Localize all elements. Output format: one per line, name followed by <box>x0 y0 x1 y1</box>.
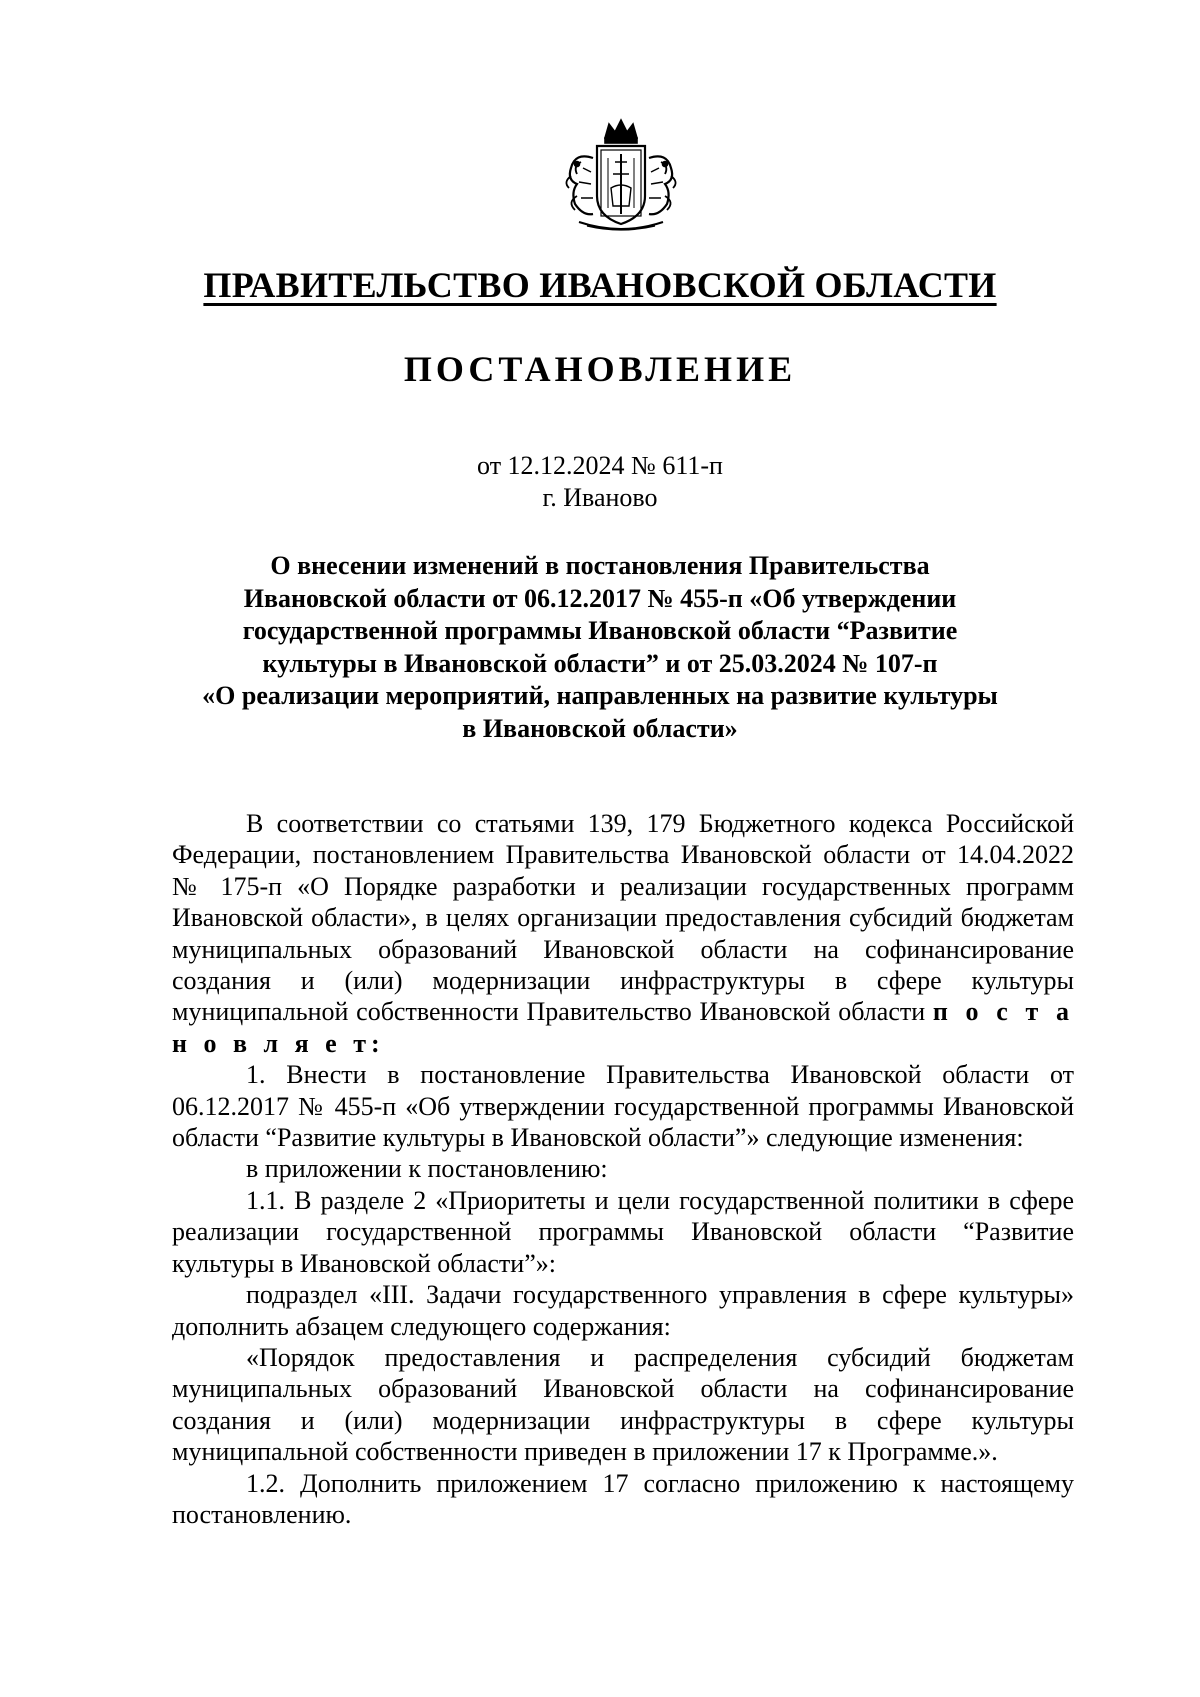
document-meta <box>0 450 1200 514</box>
resolves-phrase: п о с т а н о в л я е т: <box>172 997 1074 1058</box>
document-date-number: от 12.12.2024 № 611-п <box>477 451 723 480</box>
organization-heading <box>0 264 1200 306</box>
document-title <box>160 550 1040 745</box>
body-paragraph: 1.1. В разделе 2 «Приоритеты и цели государственной политики в сфере реализации государственной программы Ивановской области “Развитие культуры в Ивановской области”»: <box>172 1185 1074 1278</box>
body-paragraph: «Порядок предоставления и распределения субсидий бюджетам муниципальных образований Ивановской области на софинансирование создания и (или) модернизации инфраструктуры в сфере культуры муниципальной собственности приведен в приложении 17 к Программе.». <box>172 1342 1074 1467</box>
body-paragraph: подраздел «III. Задачи государственного управления в сфере культуры» дополнить абзацем следующего содержания: <box>172 1280 1074 1341</box>
document-body <box>172 808 1074 1530</box>
body-paragraph: 1.2. Дополнить приложением 17 согласно приложению к настоящему постановлению. <box>172 1468 1074 1529</box>
title-line: «О реализации мероприятий, направленных на развитие культуры <box>202 681 998 710</box>
preamble-paragraph <box>172 808 1074 1059</box>
title-line: культуры в Ивановской области” и от 25.03.2024 № 107-п <box>262 648 938 678</box>
organization-name: ПРАВИТЕЛЬСТВО ИВАНОВСКОЙ ОБЛАСТИ <box>203 265 997 305</box>
body-paragraph: 1. Внести в постановление Правительства Ивановской области от 06.12.2017 № 455-п «Об утверждении государственной программы Ивановской области “Развитие культуры в Ивановской области”» следующие изменения: <box>172 1060 1074 1153</box>
document-city: г. Иваново <box>542 483 658 512</box>
title-line: О внесении изменений в постановления Правительства <box>270 551 930 580</box>
body-paragraph: в приложении к постановлению: <box>246 1154 608 1184</box>
title-line: государственной программы Ивановской области “Развитие <box>242 616 958 645</box>
title-line: в Ивановской области» <box>462 713 738 743</box>
document-type-heading: ПОСТАНОВЛЕНИЕ <box>403 349 797 389</box>
preamble-text: В соответствии со статьями 139, 179 Бюджетного кодекса Российской Федерации, постановлением Правительства Ивановской области от 14.04.2022 № 175-п «О Порядке разработки и реализации государственных программ Ивановской области», в целях организации предоставления субсидий бюджетам муниципальных образований Ивановской области на софинансирование создания и (или) модернизации инфраструктуры в сфере культуры муниципальной собственности Правительство Ивановской области <box>172 809 1074 1027</box>
title-line: Ивановской области от 06.12.2017 № 455-п «Об утверждении <box>243 583 957 613</box>
coat-of-arms-icon <box>553 118 689 236</box>
